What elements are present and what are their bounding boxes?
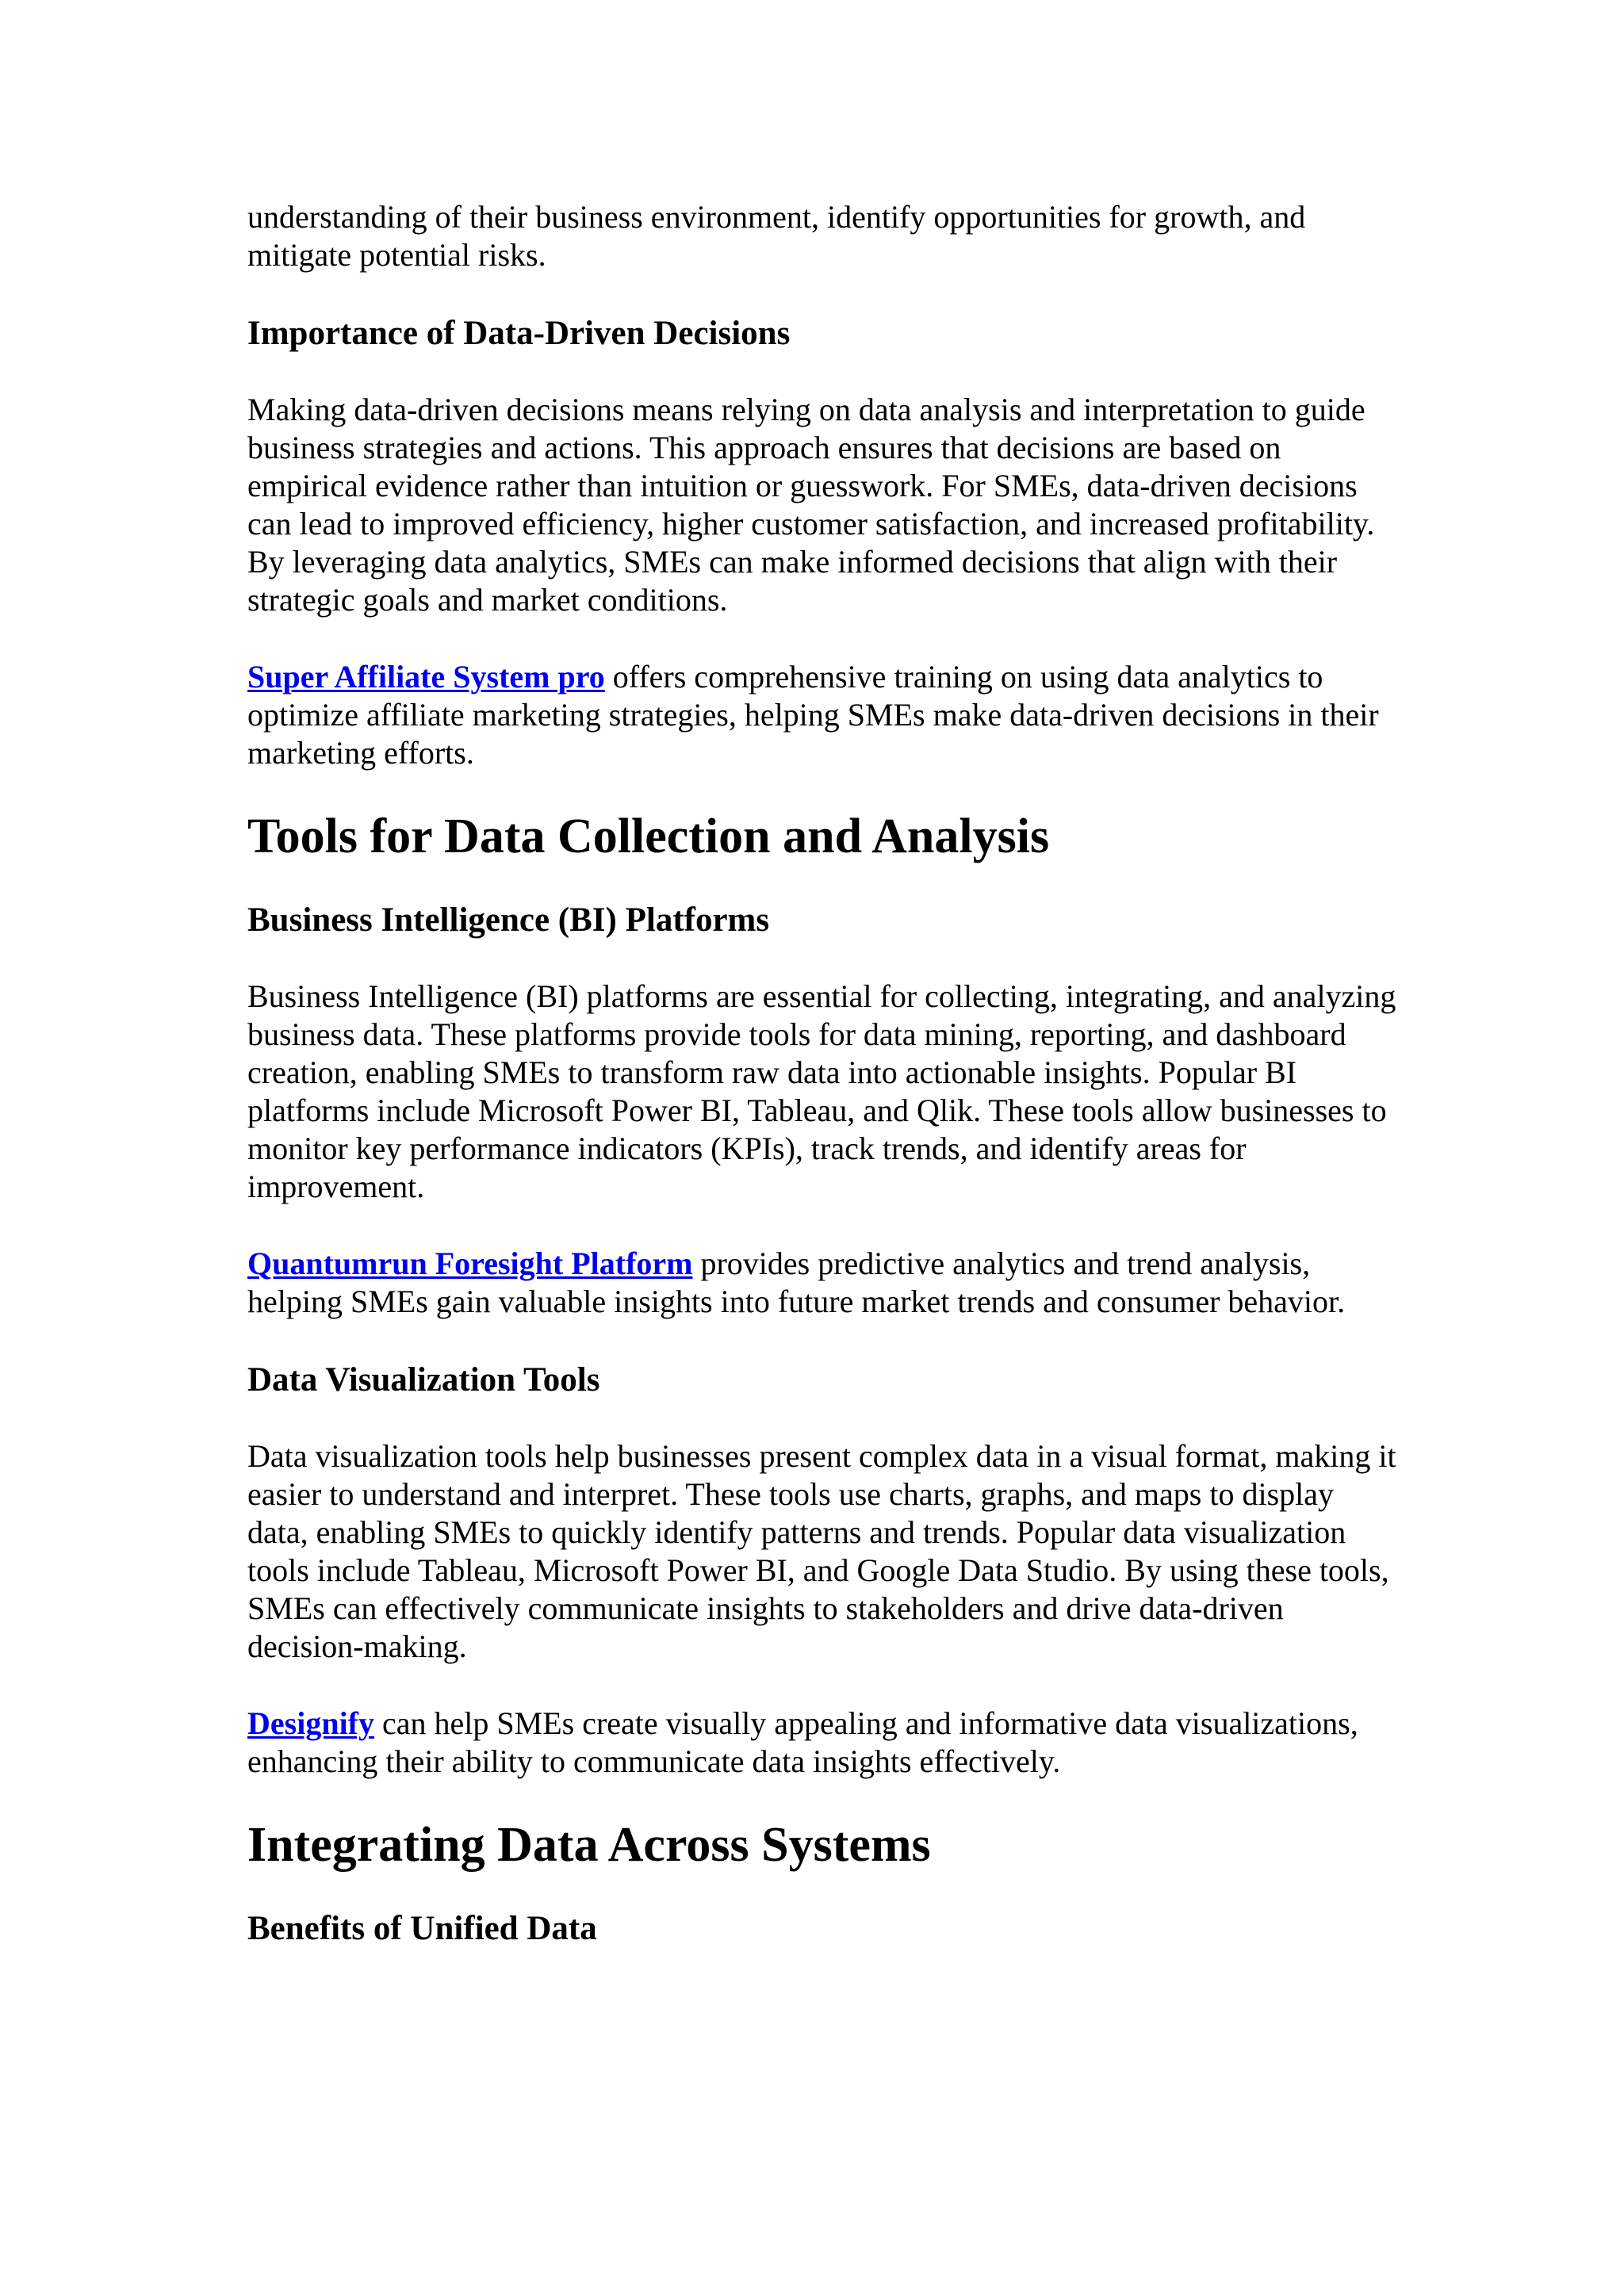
paragraph-designify-text: can help SMEs create visually appealing and informative data visualizations, enhancing their ability to communicate data insights effectively.: [247, 1705, 1358, 1779]
link-super-affiliate-system-pro[interactable]: Super Affiliate System pro: [247, 659, 605, 695]
subheading-importance-data-driven: Importance of Data-Driven Decisions: [247, 315, 791, 352]
document-page: [247, 198, 1397, 1986]
intro-paragraph-continuation: understanding of their business environment, identify opportunities for growth, and mitigate potential risks.: [247, 199, 1306, 273]
paragraph-quantumrun-text: provides predictive analytics and trend analysis, helping SMEs gain valuable insights into future market trends and consumer behavior.: [247, 1246, 1346, 1319]
paragraph-data-driven-decisions: Making data-driven decisions means relying on data analysis and interpretation to guide business strategies and actions. This approach ensures that decisions are based on empirical evidence rather than intuition or guesswork. For SMEs, data-driven decisions can lead to improved efficiency, higher customer satisfaction, and increased profitability. By leveraging data analytics, SMEs can make informed decisions that align with their strategic goals and market conditions.: [247, 392, 1375, 618]
paragraph-designify: [247, 1705, 1397, 1781]
link-designify[interactable]: Designify: [247, 1705, 374, 1741]
subheading-benefits-unified-data: Benefits of Unified Data: [247, 1910, 597, 1947]
subheading-bi-platforms: Business Intelligence (BI) Platforms: [247, 901, 770, 939]
paragraph-super-affiliate-text: offers comprehensive training on using data analytics to optimize affiliate marketing strategies, helping SMEs make data-driven decisions in their marketing efforts.: [247, 659, 1379, 771]
heading-integrating-data: Integrating Data Across Systems: [247, 1818, 931, 1872]
heading-tools-data-collection: Tools for Data Collection and Analysis: [247, 809, 1050, 863]
paragraph-data-visualization: Data visualization tools help businesses present complex data in a visual format, making it easier to understand and interpret. These tools use charts, graphs, and maps to display data, enabling SMEs to quickly identify patterns and trends. Popular data visualization tools include Tableau, Microsoft Power BI, and Google Data Studio. By using these tools, SMEs can effectively communicate insights to stakeholders and drive data-driven decision-making.: [247, 1438, 1396, 1664]
paragraph-quantumrun: [247, 1245, 1397, 1321]
subheading-data-visualization-tools: Data Visualization Tools: [247, 1361, 600, 1399]
paragraph-super-affiliate: [247, 658, 1397, 772]
link-quantumrun-foresight-platform[interactable]: Quantumrun Foresight Platform: [247, 1246, 693, 1281]
paragraph-bi-platforms: Business Intelligence (BI) platforms are essential for collecting, integrating, and analyzing business data. These platforms provide tools for data mining, reporting, and dashboard creation, enabling SMEs to transform raw data into actionable insights. Popular BI platforms include Microsoft Power BI, Tableau, and Qlik. These tools allow businesses to monitor key performance indicators (KPIs), track trends, and identify areas for improvement.: [247, 978, 1396, 1204]
